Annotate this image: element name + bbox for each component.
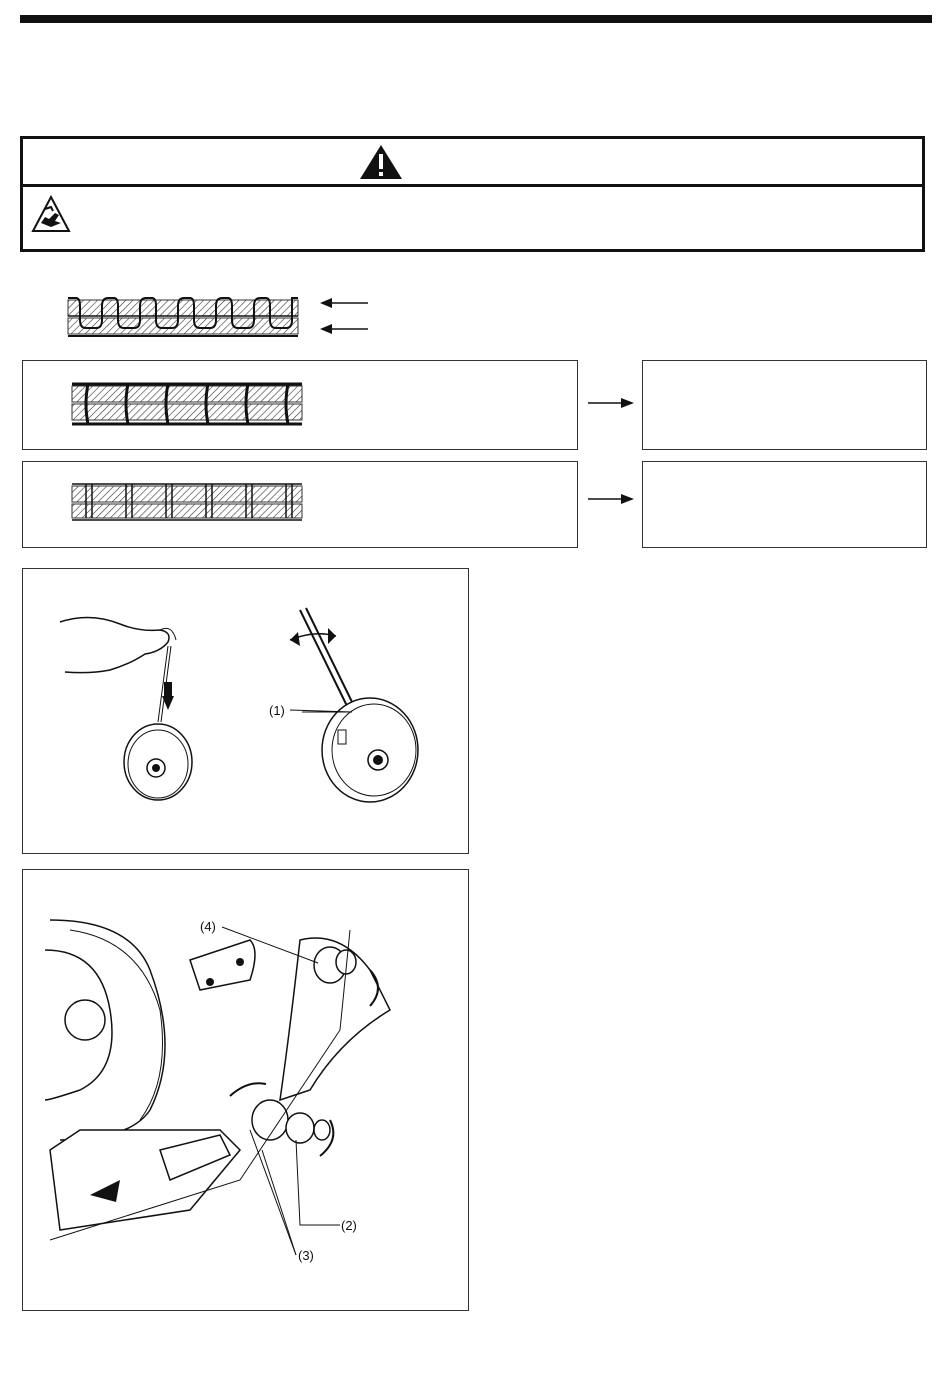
callout-1: (1) — [269, 703, 285, 718]
callout-3: (3) — [298, 1248, 314, 1263]
callout-2: (2) — [341, 1218, 357, 1233]
callout-4: (4) — [200, 919, 216, 934]
